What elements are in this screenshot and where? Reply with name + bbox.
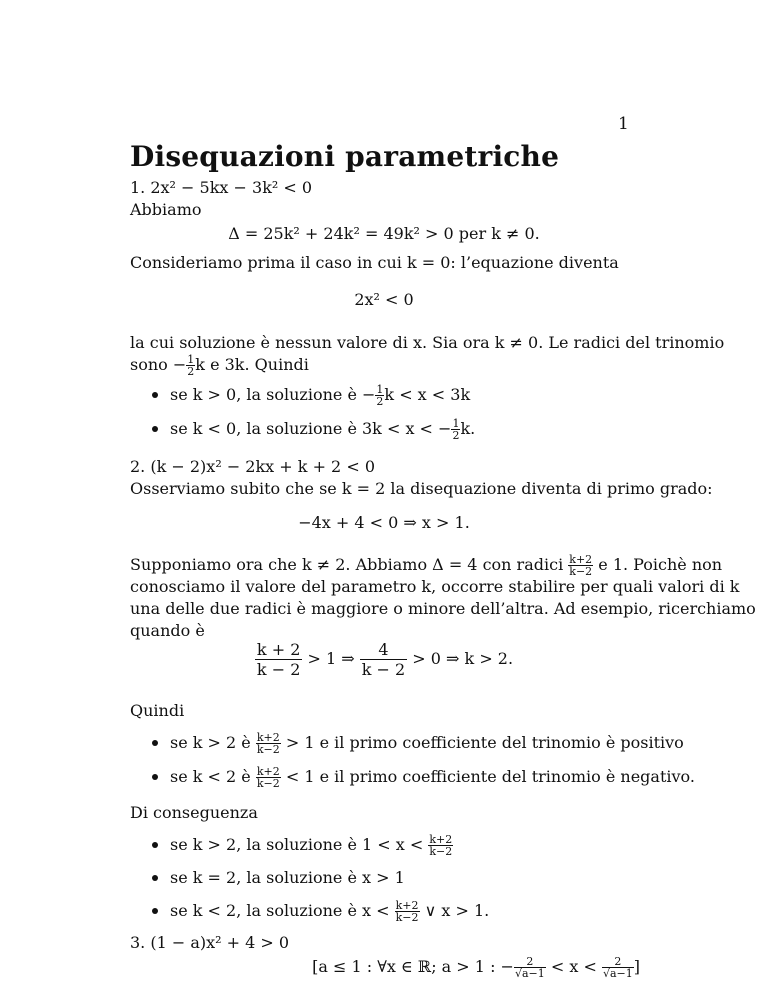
display-fraction — [255, 640, 302, 679]
bullet-icon — [152, 392, 158, 398]
text-segment: [a ≤ 1 : ∀x ∈ ℝ; a > 1 : − — [312, 957, 514, 976]
text-segment: > 0 ⇒ k > 2. — [412, 649, 514, 668]
fraction-root — [428, 834, 453, 857]
fraction-numerator: 2 — [602, 956, 634, 968]
ex1-bullet-2 — [152, 418, 475, 441]
display-fraction — [360, 640, 407, 679]
ex3-heading: 3. (1 − a)x² + 4 > 0 — [130, 933, 290, 952]
ex2-display-inequality — [130, 640, 638, 679]
fraction-numerator: 1 — [376, 383, 384, 396]
text-segment: ] — [633, 957, 640, 976]
fraction-root — [568, 554, 593, 577]
ex2-paragraph-line1 — [130, 554, 722, 577]
fraction-denominator: k−2 — [429, 845, 453, 858]
text-segment: se k > 2 è — [170, 733, 251, 752]
ex1-abbiamo: Abbiamo — [130, 200, 202, 219]
text-segment: se k < 0, la soluzione è 3k < x < − — [170, 419, 452, 438]
text-segment: ∨ x > 1. — [424, 901, 490, 920]
ex1-heading: 1. 2x² − 5kx − 3k² < 0 — [130, 178, 313, 197]
fraction-numerator: k+2 — [256, 765, 280, 778]
fraction-root — [395, 900, 420, 923]
bullet-icon — [152, 875, 158, 881]
fraction-denominator: k−2 — [256, 743, 280, 756]
text-segment: k. — [460, 419, 476, 438]
text-segment: se k = 2, la soluzione è x > 1 — [170, 868, 405, 887]
text-segment: < 1 e il primo coefficiente del trinomio è negativo. — [285, 767, 695, 786]
ex1-paragraph-line1: la cui soluzione è nessun valore di x. Sia ora k ≠ 0. Le radici del trinomio — [130, 333, 725, 352]
ex2-quindi: Quindi — [130, 701, 185, 720]
text-segment: se k < 2 è — [170, 767, 251, 786]
ex1-case-intro: Consideriamo prima il caso in cui k = 0: l’equazione diventa — [130, 253, 619, 272]
ex2-paragraph-line2: conosciamo il valore del parametro k, occorre stabilire per quali valori di k — [130, 577, 740, 596]
ex2-observe: Osserviamo subito che se k = 2 la disequazione diventa di primo grado: — [130, 479, 713, 498]
fraction-denominator: 2 — [187, 365, 195, 378]
fraction-denominator: √a−1 — [514, 967, 545, 980]
text-segment: k < x < 3k — [384, 385, 471, 404]
fraction-denominator: 2 — [376, 395, 384, 408]
text-segment: se k > 0, la soluzione è − — [170, 385, 376, 404]
fraction-bound — [602, 956, 634, 979]
fraction-numerator: 1 — [187, 353, 195, 366]
ex2-case-2 — [152, 868, 405, 887]
fraction-one-half — [186, 354, 195, 377]
ex2-conseguenza: Di conseguenza — [130, 803, 258, 822]
bullet-icon — [152, 740, 158, 746]
text-segment: e 1. Poichè non — [598, 555, 723, 574]
ex2-heading: 2. (k − 2)x² − 2kx + k + 2 < 0 — [130, 457, 375, 476]
ex1-delta: Δ = 25k² + 24k² = 49k² > 0 per k ≠ 0. — [228, 224, 540, 243]
fraction-denominator: k − 2 — [256, 660, 301, 679]
bullet-icon — [152, 426, 158, 432]
fraction-numerator: 2 — [514, 956, 546, 968]
ex3-answer — [130, 956, 640, 979]
bullet-icon — [152, 774, 158, 780]
fraction-bound — [514, 956, 546, 979]
ex2-first-degree: −4x + 4 < 0 ⇒ x > 1. — [298, 513, 470, 532]
fraction-numerator: k+2 — [395, 899, 419, 912]
ex2-bullet-1 — [152, 732, 684, 755]
page-title: Disequazioni parametriche — [130, 140, 560, 173]
text-segment: sono − — [130, 355, 187, 374]
page-number: 1 — [618, 114, 629, 134]
ex2-case-3 — [152, 900, 489, 923]
fraction-numerator: k+2 — [256, 731, 280, 744]
fraction-numerator: 4 — [360, 640, 407, 660]
text-segment: < x < — [550, 957, 597, 976]
fraction-denominator: 2 — [452, 429, 460, 442]
text-segment: > 1 ⇒ — [307, 649, 355, 668]
ex2-bullet-2 — [152, 766, 695, 789]
fraction-denominator: √a−1 — [602, 967, 633, 980]
ex1-bullet-1 — [152, 384, 470, 407]
fraction-root — [256, 766, 281, 789]
fraction-denominator: k−2 — [395, 911, 419, 924]
text-segment: se k < 2, la soluzione è x < — [170, 901, 390, 920]
fraction-root — [256, 732, 281, 755]
ex2-case-1 — [152, 834, 453, 857]
fraction-denominator: k − 2 — [361, 660, 406, 679]
ex1-equation-k0: 2x² < 0 — [354, 290, 414, 309]
text-segment: > 1 e il primo coefficiente del trinomio è positivo — [285, 733, 684, 752]
ex1-paragraph-line2 — [130, 354, 309, 377]
text-segment: k e 3k. Quindi — [195, 355, 309, 374]
text-segment: se k > 2, la soluzione è 1 < x < — [170, 835, 424, 854]
ex2-paragraph-line3: una delle due radici è maggiore o minore dell’altra. Ad esempio, ricerchiamo — [130, 599, 756, 618]
fraction-numerator: k+2 — [569, 553, 593, 566]
fraction-denominator: k−2 — [569, 565, 593, 578]
bullet-icon — [152, 908, 158, 914]
fraction-denominator: k−2 — [256, 777, 280, 790]
fraction-numerator: k+2 — [429, 833, 453, 846]
fraction-numerator: k + 2 — [256, 640, 301, 659]
ex2-paragraph-line4: quando è — [130, 621, 205, 640]
text-segment: Supponiamo ora che k ≠ 2. Abbiamo Δ = 4 con radici — [130, 555, 564, 574]
fraction-numerator: 1 — [452, 417, 460, 430]
bullet-icon — [152, 842, 158, 848]
